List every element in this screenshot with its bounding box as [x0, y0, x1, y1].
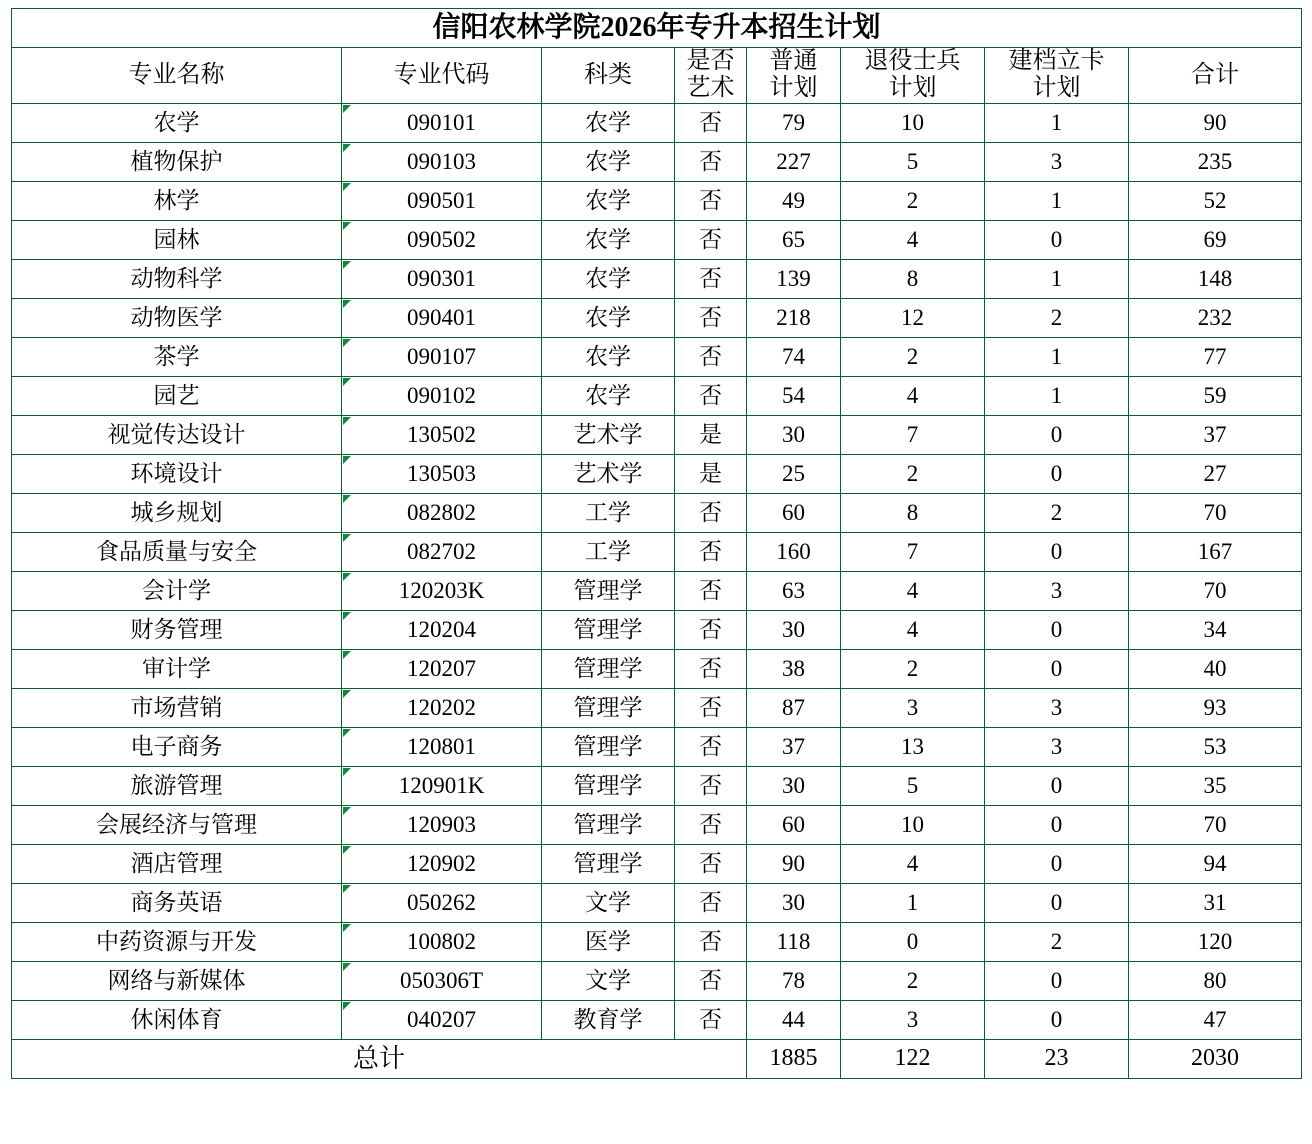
table-row [12, 1000, 1302, 1039]
category-cell: 医学 [542, 922, 675, 961]
category-cell: 文学 [542, 961, 675, 1000]
total-cell: 120 [1129, 922, 1302, 961]
category-cell: 工学 [542, 493, 675, 532]
header-veteran-plan-line1: 退役士兵 [864, 48, 961, 74]
category-cell: 文学 [542, 883, 675, 922]
major-name-cell: 中药资源与开发 [12, 922, 342, 961]
poverty-plan-cell: 0 [985, 961, 1129, 1000]
veteran-plan-cell: 4 [841, 220, 985, 259]
normal-plan-cell: 139 [747, 259, 841, 298]
major-name-cell: 财务管理 [12, 610, 342, 649]
poverty-plan-cell: 0 [985, 1000, 1129, 1039]
normal-plan-cell: 160 [747, 532, 841, 571]
category-cell: 管理学 [542, 766, 675, 805]
total-cell: 40 [1129, 649, 1302, 688]
major-name-cell: 植物保护 [12, 142, 342, 181]
major-name-cell: 城乡规划 [12, 493, 342, 532]
poverty-plan-cell: 0 [985, 805, 1129, 844]
is-art-cell: 否 [675, 844, 747, 883]
major-name-cell: 农学 [12, 103, 342, 142]
category-cell: 管理学 [542, 649, 675, 688]
veteran-plan-cell: 12 [841, 298, 985, 337]
is-art-cell: 否 [675, 376, 747, 415]
veteran-plan-cell: 8 [841, 493, 985, 532]
is-art-cell: 否 [675, 298, 747, 337]
is-art-cell: 否 [675, 337, 747, 376]
veteran-plan-cell: 4 [841, 610, 985, 649]
normal-plan-cell: 60 [747, 805, 841, 844]
major-code-cell: 090501 [342, 181, 542, 220]
category-cell: 农学 [542, 103, 675, 142]
total-cell: 59 [1129, 376, 1302, 415]
header-poverty-plan [985, 48, 1129, 104]
is-art-cell: 否 [675, 259, 747, 298]
is-art-cell: 否 [675, 532, 747, 571]
major-name-cell: 商务英语 [12, 883, 342, 922]
normal-plan-cell: 118 [747, 922, 841, 961]
veteran-plan-cell: 0 [841, 922, 985, 961]
header-category: 科类 [542, 48, 675, 104]
total-cell: 52 [1129, 181, 1302, 220]
veteran-plan-cell: 5 [841, 766, 985, 805]
category-cell: 工学 [542, 532, 675, 571]
poverty-plan-cell: 0 [985, 649, 1129, 688]
total-cell: 167 [1129, 532, 1302, 571]
category-cell: 农学 [542, 259, 675, 298]
veteran-plan-cell: 4 [841, 376, 985, 415]
table-row [12, 883, 1302, 922]
major-code-cell: 090101 [342, 103, 542, 142]
is-art-cell: 否 [675, 688, 747, 727]
normal-plan-cell: 90 [747, 844, 841, 883]
normal-plan-cell: 30 [747, 883, 841, 922]
veteran-plan-cell: 3 [841, 688, 985, 727]
poverty-plan-cell: 1 [985, 103, 1129, 142]
header-normal-plan [747, 48, 841, 104]
table-row [12, 142, 1302, 181]
category-cell: 农学 [542, 298, 675, 337]
is-art-cell: 否 [675, 142, 747, 181]
table-row [12, 766, 1302, 805]
poverty-plan-cell: 3 [985, 142, 1129, 181]
category-cell: 农学 [542, 142, 675, 181]
poverty-plan-cell: 1 [985, 337, 1129, 376]
veteran-plan-cell: 2 [841, 649, 985, 688]
normal-plan-cell: 30 [747, 415, 841, 454]
major-name-cell: 电子商务 [12, 727, 342, 766]
normal-plan-cell: 30 [747, 766, 841, 805]
veteran-plan-cell: 2 [841, 181, 985, 220]
header-poverty-plan-line1: 建档立卡 [1008, 48, 1105, 74]
normal-plan-cell: 60 [747, 493, 841, 532]
major-code-cell: 120801 [342, 727, 542, 766]
table-row [12, 961, 1302, 1000]
veteran-plan-cell: 3 [841, 1000, 985, 1039]
table-row [12, 727, 1302, 766]
table-row [12, 805, 1302, 844]
normal-plan-cell: 25 [747, 454, 841, 493]
is-art-cell: 否 [675, 922, 747, 961]
total-cell: 232 [1129, 298, 1302, 337]
is-art-cell: 否 [675, 961, 747, 1000]
category-cell: 艺术学 [542, 415, 675, 454]
normal-plan-cell: 44 [747, 1000, 841, 1039]
category-cell: 管理学 [542, 727, 675, 766]
normal-plan-cell: 78 [747, 961, 841, 1000]
veteran-plan-cell: 7 [841, 532, 985, 571]
major-name-cell: 市场营销 [12, 688, 342, 727]
major-name-cell: 视觉传达设计 [12, 415, 342, 454]
total-cell: 34 [1129, 610, 1302, 649]
normal-plan-cell: 74 [747, 337, 841, 376]
header-poverty-plan-line2: 计划 [1032, 75, 1081, 102]
header-normal-plan-line1: 普通 [769, 48, 818, 74]
major-code-cell: 040207 [342, 1000, 542, 1039]
major-code-cell: 130502 [342, 415, 542, 454]
header-veteran-plan-line2: 计划 [888, 75, 937, 102]
totals-normal: 1885 [747, 1039, 841, 1078]
spreadsheet-sheet [11, 8, 1301, 1079]
table-row [12, 181, 1302, 220]
total-cell: 70 [1129, 805, 1302, 844]
category-cell: 教育学 [542, 1000, 675, 1039]
total-cell: 235 [1129, 142, 1302, 181]
category-cell: 管理学 [542, 610, 675, 649]
major-code-cell: 090102 [342, 376, 542, 415]
major-name-cell: 园林 [12, 220, 342, 259]
category-cell: 管理学 [542, 805, 675, 844]
header-major-name: 专业名称 [12, 48, 342, 104]
is-art-cell: 是 [675, 415, 747, 454]
normal-plan-cell: 37 [747, 727, 841, 766]
is-art-cell: 否 [675, 805, 747, 844]
major-name-cell: 林学 [12, 181, 342, 220]
veteran-plan-cell: 4 [841, 571, 985, 610]
normal-plan-cell: 49 [747, 181, 841, 220]
poverty-plan-cell: 0 [985, 220, 1129, 259]
major-code-cell: 120903 [342, 805, 542, 844]
table-row [12, 337, 1302, 376]
normal-plan-cell: 30 [747, 610, 841, 649]
major-name-cell: 审计学 [12, 649, 342, 688]
is-art-cell: 否 [675, 493, 747, 532]
header-row [12, 48, 1302, 104]
category-cell: 管理学 [542, 844, 675, 883]
category-cell: 管理学 [542, 688, 675, 727]
total-cell: 94 [1129, 844, 1302, 883]
major-name-cell: 环境设计 [12, 454, 342, 493]
major-code-cell: 082702 [342, 532, 542, 571]
poverty-plan-cell: 1 [985, 181, 1129, 220]
major-name-cell: 休闲体育 [12, 1000, 342, 1039]
total-cell: 93 [1129, 688, 1302, 727]
totals-poverty: 23 [985, 1039, 1129, 1078]
table-row [12, 454, 1302, 493]
major-name-cell: 网络与新媒体 [12, 961, 342, 1000]
total-cell: 80 [1129, 961, 1302, 1000]
header-is-art [675, 48, 747, 104]
major-name-cell: 会计学 [12, 571, 342, 610]
table-row [12, 376, 1302, 415]
normal-plan-cell: 79 [747, 103, 841, 142]
is-art-cell: 否 [675, 766, 747, 805]
total-cell: 90 [1129, 103, 1302, 142]
major-name-cell: 酒店管理 [12, 844, 342, 883]
major-name-cell: 食品质量与安全 [12, 532, 342, 571]
table-row [12, 922, 1302, 961]
is-art-cell: 否 [675, 727, 747, 766]
veteran-plan-cell: 10 [841, 103, 985, 142]
total-cell: 53 [1129, 727, 1302, 766]
table-row [12, 844, 1302, 883]
total-cell: 148 [1129, 259, 1302, 298]
major-code-cell: 120203K [342, 571, 542, 610]
normal-plan-cell: 218 [747, 298, 841, 337]
total-cell: 77 [1129, 337, 1302, 376]
normal-plan-cell: 87 [747, 688, 841, 727]
table-row [12, 103, 1302, 142]
major-name-cell: 旅游管理 [12, 766, 342, 805]
poverty-plan-cell: 2 [985, 298, 1129, 337]
category-cell: 艺术学 [542, 454, 675, 493]
total-cell: 35 [1129, 766, 1302, 805]
is-art-cell: 是 [675, 454, 747, 493]
normal-plan-cell: 227 [747, 142, 841, 181]
is-art-cell: 否 [675, 220, 747, 259]
category-cell: 农学 [542, 376, 675, 415]
major-code-cell: 120902 [342, 844, 542, 883]
is-art-cell: 否 [675, 610, 747, 649]
table-row [12, 532, 1302, 571]
poverty-plan-cell: 3 [985, 571, 1129, 610]
veteran-plan-cell: 2 [841, 454, 985, 493]
totals-total: 2030 [1129, 1039, 1302, 1078]
major-code-cell: 082802 [342, 493, 542, 532]
major-name-cell: 茶学 [12, 337, 342, 376]
major-code-cell: 120901K [342, 766, 542, 805]
normal-plan-cell: 63 [747, 571, 841, 610]
poverty-plan-cell: 3 [985, 688, 1129, 727]
header-total: 合计 [1129, 48, 1302, 104]
major-code-cell: 120207 [342, 649, 542, 688]
major-code-cell: 090401 [342, 298, 542, 337]
totals-label: 总计 [12, 1039, 747, 1078]
table-row [12, 571, 1302, 610]
document-title: 信阳农林学院2026年专升本招生计划 [12, 9, 1302, 48]
total-cell: 70 [1129, 571, 1302, 610]
poverty-plan-cell: 0 [985, 454, 1129, 493]
major-name-cell: 动物科学 [12, 259, 342, 298]
poverty-plan-cell: 1 [985, 259, 1129, 298]
header-veteran-plan [841, 48, 985, 104]
poverty-plan-cell: 2 [985, 922, 1129, 961]
is-art-cell: 否 [675, 571, 747, 610]
total-cell: 27 [1129, 454, 1302, 493]
category-cell: 农学 [542, 337, 675, 376]
admission-plan-table [11, 8, 1302, 1079]
table-row [12, 649, 1302, 688]
veteran-plan-cell: 7 [841, 415, 985, 454]
total-cell: 31 [1129, 883, 1302, 922]
is-art-cell: 否 [675, 649, 747, 688]
category-cell: 农学 [542, 181, 675, 220]
poverty-plan-cell: 2 [985, 493, 1129, 532]
major-code-cell: 090301 [342, 259, 542, 298]
major-code-cell: 090502 [342, 220, 542, 259]
poverty-plan-cell: 3 [985, 727, 1129, 766]
total-cell: 70 [1129, 493, 1302, 532]
header-is-art-line2: 艺术 [686, 75, 735, 102]
table-row [12, 259, 1302, 298]
is-art-cell: 否 [675, 1000, 747, 1039]
veteran-plan-cell: 8 [841, 259, 985, 298]
category-cell: 农学 [542, 220, 675, 259]
table-row [12, 415, 1302, 454]
table-row [12, 610, 1302, 649]
major-code-cell: 090107 [342, 337, 542, 376]
veteran-plan-cell: 2 [841, 337, 985, 376]
veteran-plan-cell: 1 [841, 883, 985, 922]
total-cell: 37 [1129, 415, 1302, 454]
totals-veteran: 122 [841, 1039, 985, 1078]
table-row [12, 298, 1302, 337]
poverty-plan-cell: 0 [985, 532, 1129, 571]
veteran-plan-cell: 5 [841, 142, 985, 181]
totals-row [12, 1039, 1302, 1078]
header-normal-plan-line2: 计划 [769, 75, 818, 102]
header-is-art-line1: 是否 [686, 48, 735, 74]
title-row [12, 9, 1302, 48]
major-name-cell: 园艺 [12, 376, 342, 415]
total-cell: 47 [1129, 1000, 1302, 1039]
major-code-cell: 120204 [342, 610, 542, 649]
veteran-plan-cell: 13 [841, 727, 985, 766]
category-cell: 管理学 [542, 571, 675, 610]
major-code-cell: 090103 [342, 142, 542, 181]
normal-plan-cell: 38 [747, 649, 841, 688]
veteran-plan-cell: 4 [841, 844, 985, 883]
table-row [12, 493, 1302, 532]
major-name-cell: 会展经济与管理 [12, 805, 342, 844]
major-code-cell: 050306T [342, 961, 542, 1000]
is-art-cell: 否 [675, 181, 747, 220]
poverty-plan-cell: 0 [985, 610, 1129, 649]
poverty-plan-cell: 1 [985, 376, 1129, 415]
normal-plan-cell: 54 [747, 376, 841, 415]
poverty-plan-cell: 0 [985, 883, 1129, 922]
major-code-cell: 050262 [342, 883, 542, 922]
poverty-plan-cell: 0 [985, 766, 1129, 805]
poverty-plan-cell: 0 [985, 415, 1129, 454]
is-art-cell: 否 [675, 103, 747, 142]
major-name-cell: 动物医学 [12, 298, 342, 337]
major-code-cell: 120202 [342, 688, 542, 727]
is-art-cell: 否 [675, 883, 747, 922]
table-row [12, 220, 1302, 259]
major-code-cell: 100802 [342, 922, 542, 961]
veteran-plan-cell: 10 [841, 805, 985, 844]
veteran-plan-cell: 2 [841, 961, 985, 1000]
header-major-code: 专业代码 [342, 48, 542, 104]
normal-plan-cell: 65 [747, 220, 841, 259]
poverty-plan-cell: 0 [985, 844, 1129, 883]
major-code-cell: 130503 [342, 454, 542, 493]
total-cell: 69 [1129, 220, 1302, 259]
table-row [12, 688, 1302, 727]
